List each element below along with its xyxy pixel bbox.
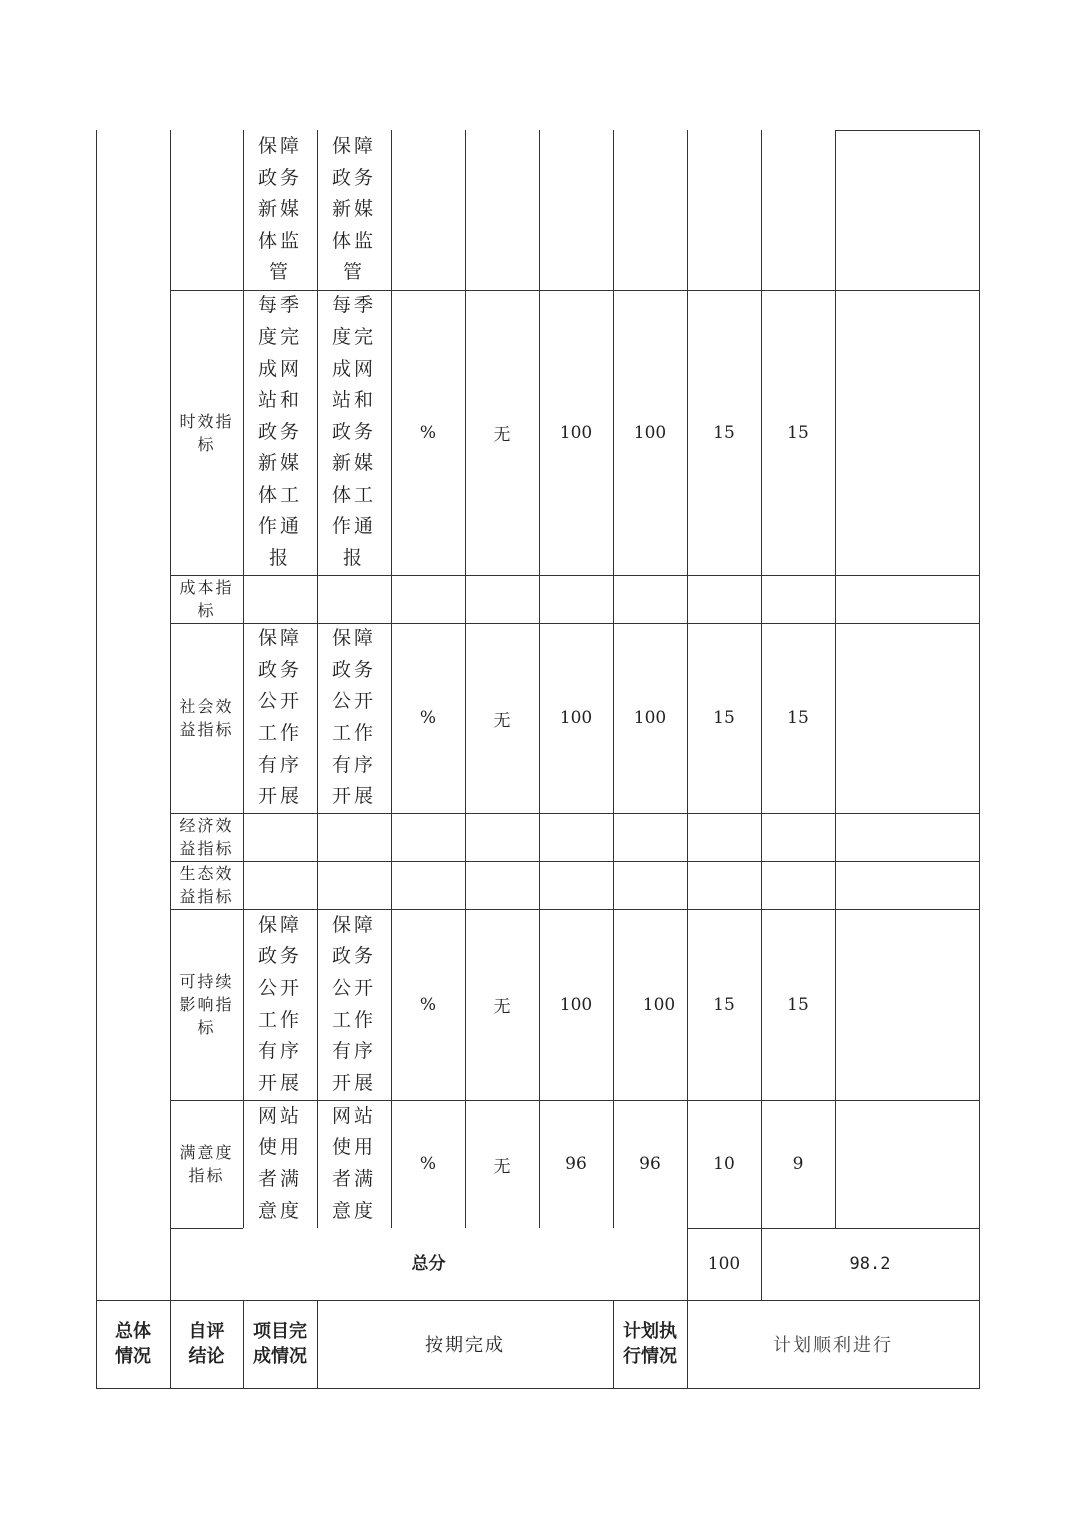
unit-cell: % — [419, 1154, 437, 1174]
actual-value-cell: 96 — [639, 1154, 661, 1174]
unit-cell: % — [419, 422, 437, 443]
indicator-target: 保障政务公开工作有序开展 — [332, 913, 377, 1094]
indicator-content: 保障政务新媒体监管 — [258, 135, 303, 284]
weight-cell: 15 — [713, 708, 735, 728]
plan-exec-label: 计划执行情况 — [623, 1321, 677, 1367]
indicator-content: 每季度完成网站和政务新媒体工作通报 — [258, 294, 303, 570]
completion-value: 按期完成 — [425, 1335, 505, 1356]
category-cell — [170, 575, 243, 623]
score-cell: 15 — [787, 708, 809, 728]
indicator-target: 保障政务新媒体监管 — [332, 135, 377, 284]
total-score: 98.2 — [849, 1254, 891, 1274]
weight-cell: 15 — [713, 994, 735, 1015]
rule — [835, 130, 836, 1228]
self-eval-label: 自评结论 — [188, 1321, 225, 1367]
rule — [96, 130, 97, 1389]
category-label: 生态效益指标 — [179, 864, 234, 906]
indicator-target-cell — [317, 130, 391, 290]
indicator-target-cell — [317, 290, 391, 575]
indicator-target-cell — [317, 623, 391, 813]
overall-section-label: 总体情况 — [115, 1321, 151, 1367]
category-label: 成本指标 — [179, 578, 234, 620]
indicator-content: 网站使用者满意度 — [258, 1104, 303, 1222]
indicator-content-cell — [243, 909, 317, 1100]
indicator-content-cell — [243, 130, 317, 290]
total-weight: 100 — [707, 1254, 741, 1274]
category-cell — [170, 861, 243, 909]
total-label: 总分 — [411, 1253, 446, 1274]
actual-value-cell: 100 — [633, 708, 667, 728]
indicator-content: 保障政务公开工作有序开展 — [258, 627, 303, 808]
indicator-target-cell — [317, 1100, 391, 1228]
indicator-target: 每季度完成网站和政务新媒体工作通报 — [332, 294, 377, 570]
category-label: 满意度指标 — [179, 1143, 234, 1185]
category-label: 社会效益指标 — [179, 697, 234, 739]
indicator-target: 网站使用者满意度 — [332, 1104, 377, 1222]
weight-cell: 10 — [713, 1154, 735, 1174]
category-label: 可持续影响指标 — [179, 972, 234, 1037]
unit-cell: % — [419, 708, 437, 728]
direction-cell: 无 — [493, 1156, 511, 1177]
plan-value-cell: 100 — [559, 708, 593, 728]
plan-value-cell: 96 — [565, 1154, 587, 1174]
category-label: 经济效益指标 — [179, 816, 234, 858]
category-cell — [170, 623, 243, 813]
actual-value-cell: 100 — [642, 994, 676, 1015]
weight-cell: 15 — [713, 422, 735, 443]
rule — [170, 575, 980, 576]
score-cell: 9 — [792, 1154, 804, 1174]
rule — [170, 813, 980, 814]
plan-exec-value: 计划顺利进行 — [773, 1335, 893, 1356]
indicator-target-cell — [317, 909, 391, 1100]
indicator-content: 保障政务公开工作有序开展 — [258, 913, 303, 1094]
direction-cell: 无 — [493, 997, 511, 1017]
indicator-target: 保障政务公开工作有序开展 — [332, 627, 377, 808]
indicator-content-cell — [243, 1100, 317, 1228]
rule — [170, 861, 980, 862]
category-cell — [170, 290, 243, 575]
score-cell: 15 — [787, 422, 809, 443]
category-label: 时效指标 — [179, 411, 234, 454]
category-cell — [170, 1100, 243, 1228]
unit-cell: % — [419, 994, 437, 1015]
rule — [979, 130, 980, 1389]
category-cell — [170, 909, 243, 1100]
rule — [96, 1388, 980, 1389]
score-cell: 15 — [787, 994, 809, 1015]
completion-label: 项目完成情况 — [253, 1321, 307, 1367]
plan-value-cell: 100 — [559, 422, 593, 443]
plan-value-cell: 100 — [559, 994, 593, 1015]
indicator-content-cell — [243, 623, 317, 813]
direction-cell: 无 — [493, 710, 511, 731]
indicator-content-cell — [243, 290, 317, 575]
actual-value-cell: 100 — [633, 422, 667, 443]
direction-cell: 无 — [493, 425, 511, 445]
category-cell — [170, 813, 243, 861]
rule — [836, 130, 980, 131]
